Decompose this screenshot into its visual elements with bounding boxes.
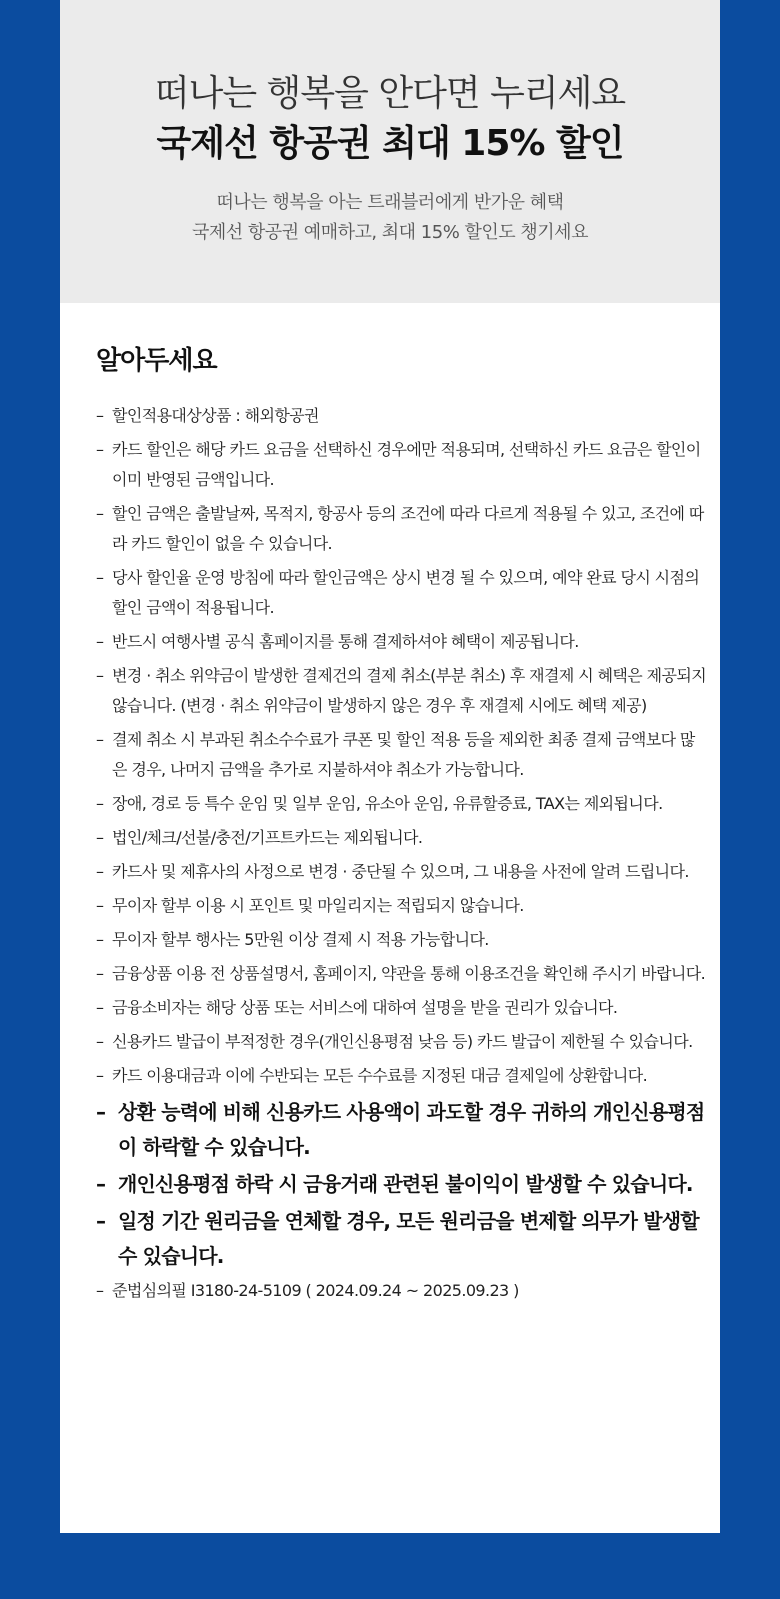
hero-title-line1: 떠나는 행복을 안다면 누리세요 <box>154 73 626 114</box>
credit-warning-item: – 개인신용평점 하락 시 금융거래 관련된 불이익이 발생할 수 있습니다. <box>96 1167 708 1202</box>
notice-item: – 금융소비자는 해당 상품 또는 서비스에 대하여 설명을 받을 권리가 있습니다. <box>96 993 708 1023</box>
notice-list <box>96 401 708 1306</box>
notice-title: 알아두세요 <box>96 346 217 376</box>
notice-item: – 결제 취소 시 부과된 취소수수료가 쿠폰 및 할인 적용 등을 제외한 최종 결제 금액보다 많은 경우, 나머지 금액을 추가로 지불하셔야 취소가 가능합니다. <box>96 725 708 785</box>
promo-card <box>60 0 720 1533</box>
notice-item: – 반드시 여행사별 공식 홈페이지를 통해 결제하셔야 혜택이 제공됩니다. <box>96 627 708 657</box>
notice-item: – 카드 할인은 해당 카드 요금을 선택하신 경우에만 적용되며, 선택하신 카드 요금은 할인이 이미 반영된 금액입니다. <box>96 435 708 495</box>
credit-warning-item: – 상환 능력에 비해 신용카드 사용액이 과도할 경우 귀하의 개인신용평점이 하락할 수 있습니다. <box>96 1095 708 1165</box>
hero-banner <box>60 0 720 303</box>
hero-subtitle-line2: 국제선 항공권 예매하고, 최대 15% 할인도 챙기세요 <box>192 222 588 243</box>
notice-item: – 카드 이용대금과 이에 수반되는 모든 수수료를 지정된 대금 결제일에 상환합니다. <box>96 1061 708 1091</box>
notice-item: – 당사 할인율 운영 방침에 따라 할인금액은 상시 변경 될 수 있으며, 예약 완료 당시 시점의 할인 금액이 적용됩니다. <box>96 563 708 623</box>
credit-warning-item: – 일정 기간 원리금을 연체할 경우, 모든 원리금을 변제할 의무가 발생할 수 있습니다. <box>96 1204 708 1274</box>
notice-section <box>60 303 720 1306</box>
notice-item: – 무이자 할부 이용 시 포인트 및 마일리지는 적립되지 않습니다. <box>96 891 708 921</box>
notice-item: – 장애, 경로 등 특수 운임 및 일부 운임, 유소아 운임, 유류할증료, TAX는 제외됩니다. <box>96 789 708 819</box>
hero-subtitle <box>60 188 720 248</box>
notice-item: – 금융상품 이용 전 상품설명서, 홈페이지, 약관을 통해 이용조건을 확인해 주시기 바랍니다. <box>96 959 708 989</box>
notice-item: – 할인적용대상상품 : 해외항공권 <box>96 401 708 431</box>
hero-title-line2: 국제선 항공권 최대 15% 할인 <box>156 123 624 164</box>
notice-item: – 카드사 및 제휴사의 사정으로 변경 · 중단될 수 있으며, 그 내용을 사전에 알려 드립니다. <box>96 857 708 887</box>
notice-item: – 신용카드 발급이 부적정한 경우(개인신용평점 낮음 등) 카드 발급이 제한될 수 있습니다. <box>96 1027 708 1057</box>
notice-item: – 법인/체크/선불/충전/기프트카드는 제외됩니다. <box>96 823 708 853</box>
notice-item: – 변경 · 취소 위약금이 발생한 결제건의 결제 취소(부분 취소) 후 재결제 시 혜택은 제공되지 않습니다. (변경 · 취소 위약금이 발생하지 않은 경우 후 재결제 시에도 혜택 제공) <box>96 661 708 721</box>
compliance-notice: – 준법심의필 I3180-24-5109 ( 2024.09.24 ~ 2025.09.23 ) <box>96 1276 708 1306</box>
notice-item: – 할인 금액은 출발날짜, 목적지, 항공사 등의 조건에 따라 다르게 적용될 수 있고, 조건에 따라 카드 할인이 없을 수 있습니다. <box>96 499 708 559</box>
notice-item: – 무이자 할부 행사는 5만원 이상 결제 시 적용 가능합니다. <box>96 925 708 955</box>
hero-subtitle-line1: 떠나는 행복을 아는 트래블러에게 반가운 혜택 <box>216 192 564 213</box>
